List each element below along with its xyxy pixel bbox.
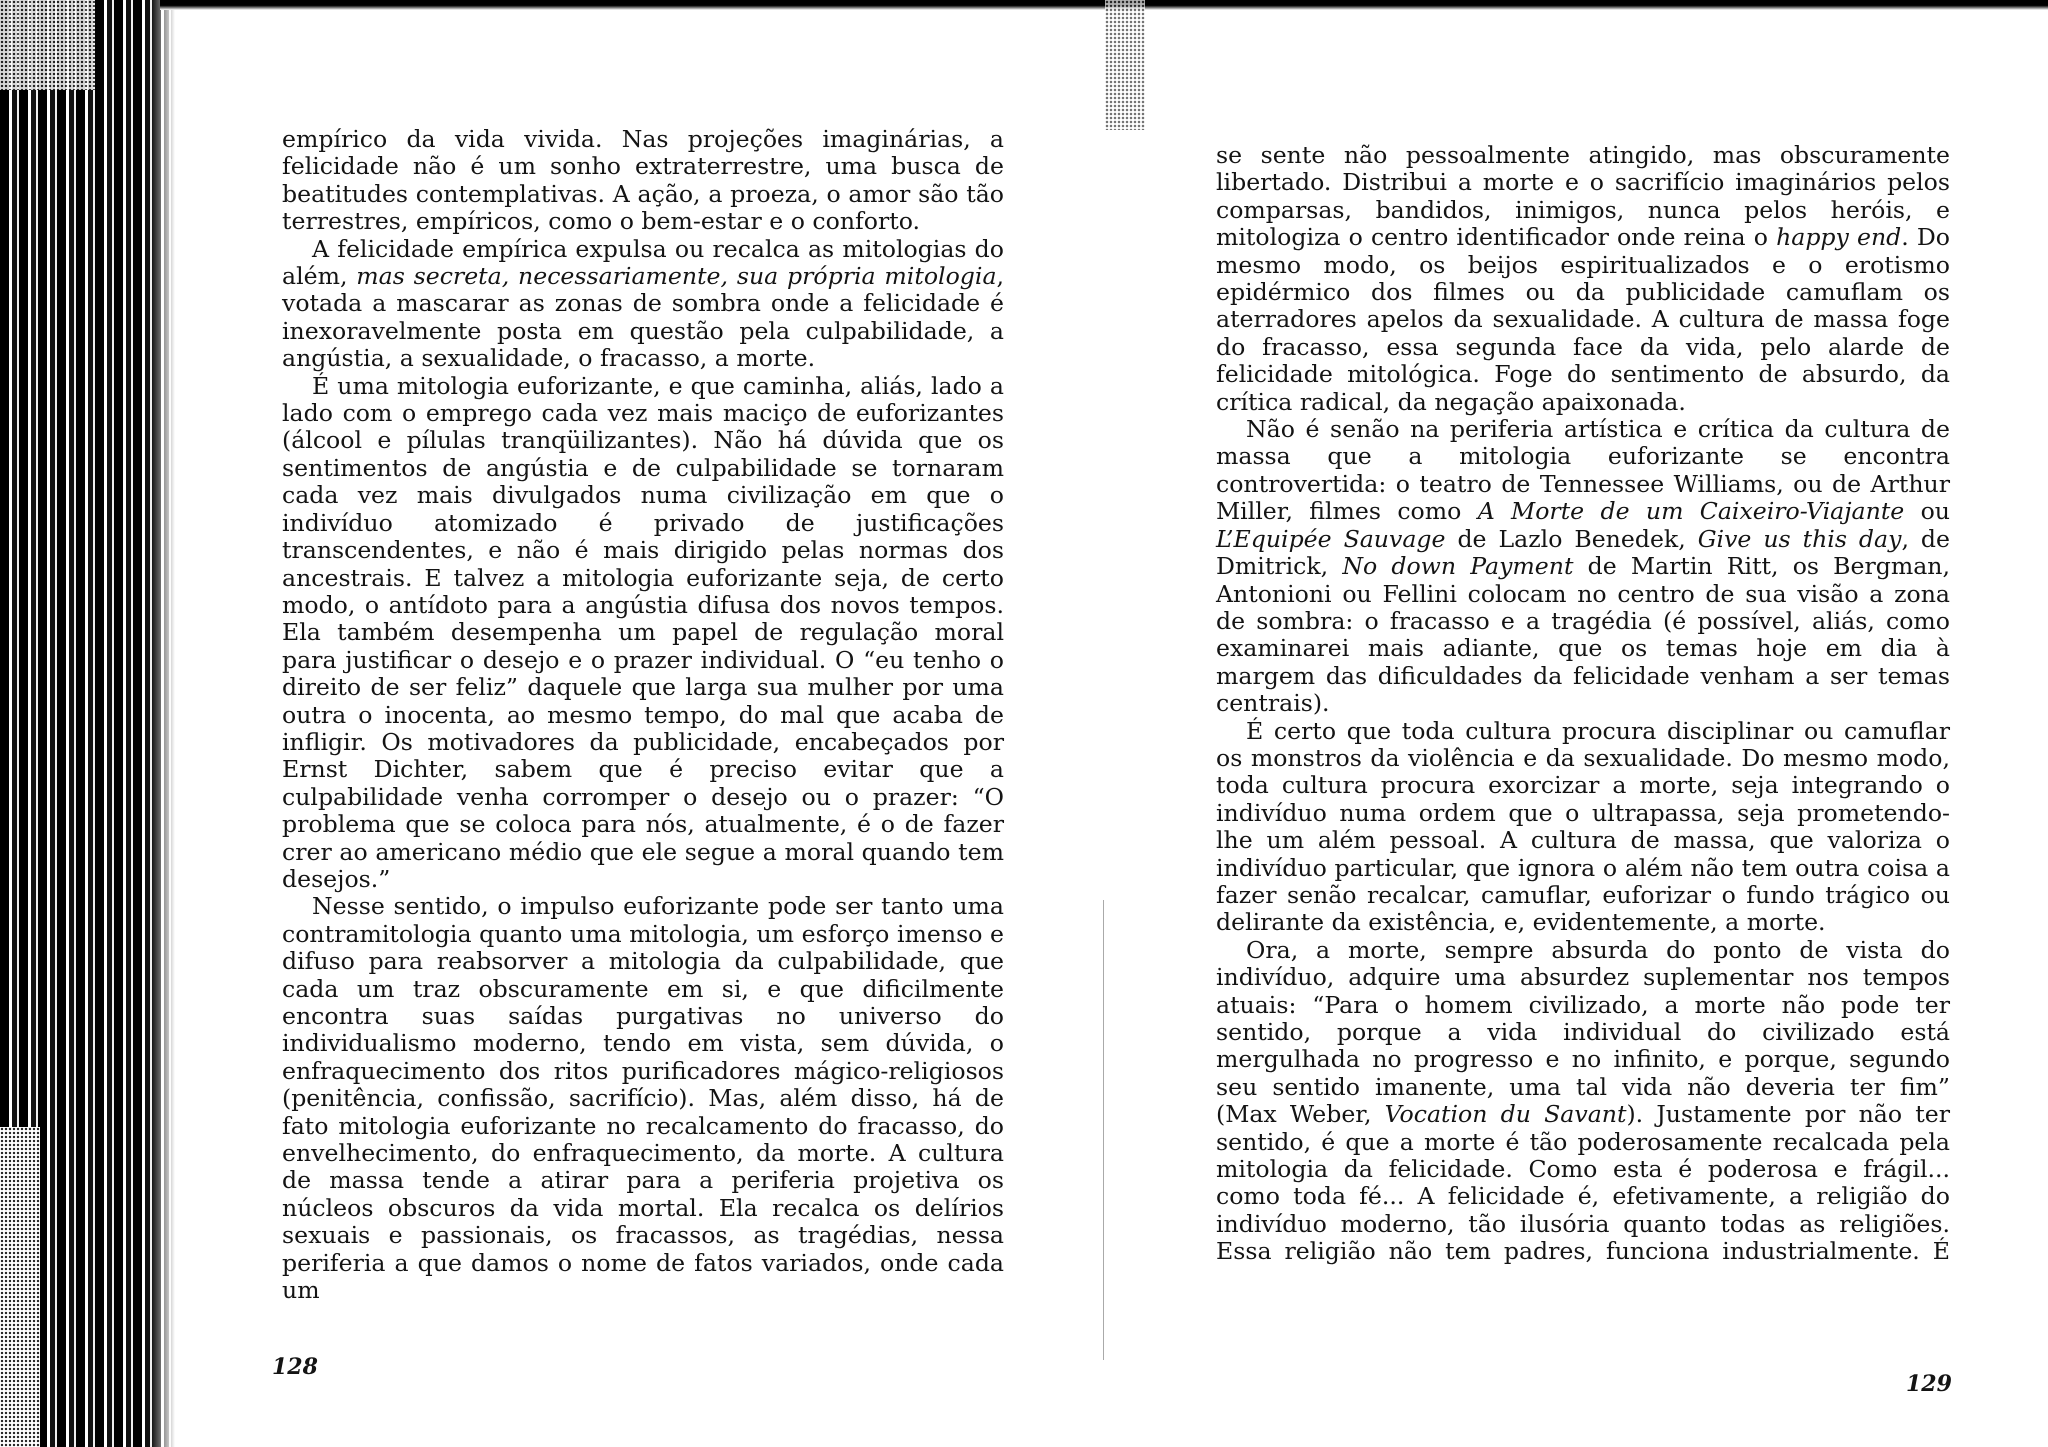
top-edge-shadow — [160, 0, 2048, 10]
left-page-text — [282, 126, 1004, 1304]
right-page-text — [1216, 142, 1950, 1266]
italic-span: No down Payment — [1342, 552, 1574, 581]
italic-span: mas secreta, necessariamente, sua própria mitologia — [356, 262, 997, 291]
page-number-left: 128 — [272, 1354, 318, 1380]
book-spine-left — [0, 0, 175, 1447]
paragraph: Ora, a morte, sempre absurda do ponto de vista do indivíduo, adquire uma absurdez suplementar nos tempos atuais: “Para o homem civilizado, a morte não pode ter sentido, porque a vida individual do civilizado está mergulhada no progresso e no infinito, e porque, segundo seu sentido imanente, uma tal vida não deveria ter fim” (Max Weber, Vocation du Savant). Justamente por não ter sentido, é que a morte é tão poderosamente recalcada pela mitologia da felicidade. Como esta é poderosa e frágil... como toda fé... A felicidade é, efetivamente, a religião do indivíduo moderno, tão ilusória quanto todas as religiões. Essa religião não tem padres, funciona industrialmente. É — [1216, 935, 1950, 1266]
paragraph: Não é senão na periferia artística e crítica da cultura de massa que a mitologia euforizante se encontra controvertida: o teatro de Tennessee Williams, ou de Arthur Miller, filmes como A Morte de um Caixeiro-Viajante ou L’Equipée Sauvage de Lazlo Benedek, Give us this day, de Dmitrick, No down Payment de Martin Ritt, os Bergman, Antonioni ou Fellini colocam no centro de sua visão a zona de sombra: o fracasso e a tragédia (é possível, aliás, como examinarei mais adiante, que os temas hoje em dia à margem das dificuldades da felicidade venham a ser temas centrais). — [1216, 415, 1951, 718]
paragraph: É uma mitologia euforizante, e que caminha, aliás, lado a lado com o emprego cada vez mais maciço de euforizantes (álcool e pílulas tranqüilizantes). Não há dúvida que os sentimentos de angústia e de culpabilidade se tornaram cada vez mais divulgados numa civilização em que o indivíduo atomizado é privado de justificações transcendentes, e não é mais dirigido pelas normas dos ancestrais. E talvez a mitologia euforizante seja, de certo modo, o antídoto para a angústia difusa dos novos tempos. Ela também desempenha um papel de regulação moral para justificar o desejo e o prazer individual. O “eu tenho o direito de ser feliz” daquele que larga sua mulher por uma outra o inocenta, ao mesmo tempo, do mal que acaba de infligir. Os motivadores da publicidade, encabeçados por Ernst Dichter, sabem que é preciso evitar que a culpabilidade venha corromper o desejo ou o prazer: “O problema que se coloca para nós, atualmente, é o de fazer crer ao americano médio que ele segue a moral quando tem desejos.” — [282, 371, 1004, 893]
italic-span: Give us this day — [1697, 524, 1902, 553]
scan-dither-bottom — [0, 1127, 40, 1447]
italic-span: A Morte de um Caixeiro-Viajante — [1477, 497, 1905, 526]
paragraph: É certo que toda cultura procura disciplinar ou camuflar os monstros da violência e da sexualidade. Do mesmo modo, toda cultura procura exorcizar a morte, seja integrando o indivíduo numa ordem que o ultrapassa, seja prometendo-lhe um além pessoal. A cultura de massa, que valoriza o indivíduo particular, que ignora o além não tem outra coisa a fazer senão recalcar, camuflar, euforizar o fundo trágico ou delirante da existência, e, evidentemente, a morte. — [1216, 716, 1950, 937]
paragraph: Nesse sentido, o impulso euforizante pode ser tanto uma contramitologia quanto uma mitologia, um esforço imenso e difuso para reabsorver a mitologia da culpabilidade, que cada um traz obscuramente em si, e que dificilmente encontra suas saídas purgativas no universo do individualismo moderno, tendo em vista, sem dúvida, o enfraquecimento dos ritos purificadores mágico-religiosos (penitência, confissão, sacrifício). Mas, além disso, há de fato mitologia euforizante no recalcamento do fracasso, do envelhecimento, do enfraquecimento, da morte. A cultura de massa tende a atirar para a periferia projetiva os núcleos obscuros da vida mortal. Ela recalca os delírios sexuais e passionais, os fracassos, as tragédias, nessa periferia a que damos o nome de fatos variados, onde cada um — [282, 892, 1004, 1305]
italic-span: Vocation du Savant — [1384, 1100, 1627, 1129]
paragraph: se sente não pessoalmente atingido, mas obscuramente libertado. Distribui a morte e o sacrifício imaginários pelos comparsas, bandidos, inimigos, nunca pelos heróis, e mitologiza o centro identificador onde reina o happy end. Do mesmo modo, os beijos espiritualizados e o erotismo epidérmico dos filmes ou da publicidade camuflam os aterradores apelos da sexualidade. A cultura de massa foge do fracasso, essa segunda face da vida, pelo alarde de felicidade mitológica. Foge do sentimento de absurdo, da crítica radical, da negação apaixonada. — [1216, 141, 1950, 416]
center-gutter-shadow — [1105, 0, 1145, 130]
paragraph: empírico da vida vivida. Nas projeções imaginárias, a felicidade não é um sonho extraterrestre, uma busca de beatitudes contemplativas. A ação, a proeza, o amor são tão terrestres, empíricos, como o bem-estar e o conforto. — [282, 125, 1004, 236]
center-gutter-line — [1103, 900, 1104, 1360]
italic-span: happy end — [1776, 223, 1902, 252]
paragraph: A felicidade empírica expulsa ou recalca as mitologias do além, mas secreta, necessariamente, sua própria mitologia, votada a mascarar as zonas de sombra onde a felicidade é inexoravelmente posta em questão pela culpabilidade, a angústia, a sexualidade, o fracasso, a morte. — [282, 234, 1005, 373]
italic-span: L’Equipée Sauvage — [1216, 524, 1446, 553]
scan-dither-top — [0, 0, 95, 90]
spine-fade — [150, 0, 175, 1447]
page-number-right: 129 — [1906, 1371, 1952, 1397]
